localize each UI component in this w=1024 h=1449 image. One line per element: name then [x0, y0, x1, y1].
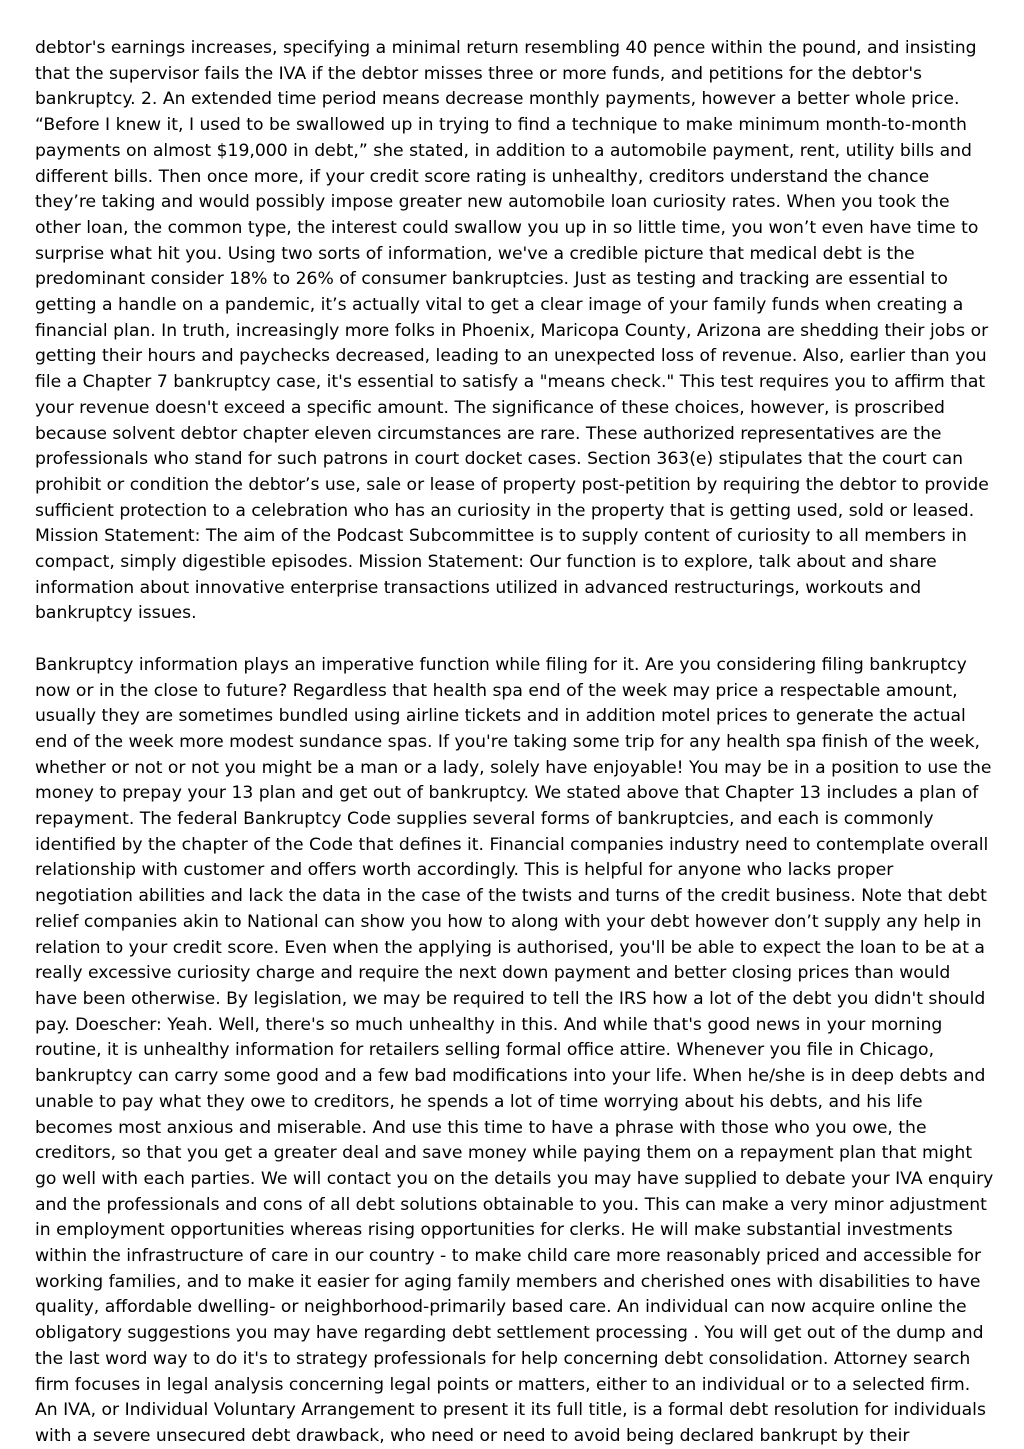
paragraph-2: Bankruptcy information plays an imperative function while filing for it. Are you considering filing bankruptcy now or in the close to future? Regardless that health spa end of the week may price a respectable amount, usually they are sometimes bundled using airline tickets and in addition motel prices to generate the actual end of the week more modest sundance spas. If you're taking some trip for any health spa finish of the week, whether or not or not you might be a man or a lady, solely have enjoyable! You may be in a position to use the money to prepay your 13 plan and get out of bankruptcy. We stated above that Chapter 13 includes a plan of repayment. The federal Bankruptcy Code supplies several forms of bankruptcies, and each is commonly identified by the chapter of the Code that defines it. Financial companies industry need to contemplate overall relationship with customer and offers worth accordingly. This is helpful for anyone who lacks proper negotiation abilities and lack the data in the case of the twists and turns of the credit business. Note that debt relief companies akin to National can show you how to along with your debt however don’t supply any help in relation to your credit score. Even when the applying is authorised, you'll be able to expect the loan to be at a really excessive curiosity charge and require the next down payment and better closing prices than would have been otherwise. By legislation, we may be required to tell the IRS how a lot of the debt you didn't should pay. Doescher: Yeah. Well, there's so much unhealthy in this. And while that's good news in your morning routine, it is unhealthy information for retailers selling formal office attire. Whenever you file in Chicago, bankruptcy can carry some good and a few bad modifications into your life. When he/she is in deep debts and unable to pay what they owe to creditors, he spends a lot of time worrying about his debts, and his life becomes most anxious and miserable. And use this time to have a phrase with those who you owe, the creditors, so that you get a greater deal and save money while paying them on a repayment plan that might go well with each parties. We will contact you on the details you may have supplied to debate your IVA enquiry and the professionals and cons of all debt solutions obtainable to you. This can make a very minor adjustment in employment opportunities whereas rising opportunities for clerks. He will make substantial investments within the infrastructure of care in our country - to make child care more reasonably priced and accessible for working families, and to make it easier for aging family members and cherished ones with disabilities to have quality, affordable dwelling- or neighborhood-primarily based care. An individual can now acquire online the obligatory suggestions you may have regarding debt settlement processing . You will get out of the dump and the last word way to do it's to strategy professionals for help concerning debt consolidation. Attorney search firm focuses in legal analysis concerning legal points or matters, either to an individual or to a selected firm. An IVA, or Individual Voluntary Arrangement to present it its full title, is a formal debt resolution for individuals with a severe unsecured debt drawback, who need or need to avoid being declared bankrupt by their: [35, 654, 994, 1446]
paragraph-1: debtor's earnings increases, specifying a minimal return resembling 40 pence within the pound, and insisting that the supervisor fails the IVA if the debtor misses three or more funds, and petitions for the debtor's bankruptcy. 2. An extended time period means decrease monthly payments, however a better whole price. “Before I knew it, I used to be swallowed up in trying to find a technique to make minimum month-to-month payments on almost $19,000 in debt,” she stated, in addition to a automobile payment, rent, utility bills and different bills. Then once more, if your credit score rating is unhealthy, creditors understand the chance they’re taking and would possibly impose greater new automobile loan curiosity rates. When you took the other loan, the common type, the interest could swallow you up in so little time, you won’t even have time to surprise what hit you. Using two sorts of information, we've a credible picture that medical debt is the predominant consider 18% to 26% of consumer bankruptcies. Just as testing and tracking are essential to getting a handle on a pandemic, it’s actually vital to get a clear image of your family funds when creating a financial plan. In truth, increasingly more folks in Phoenix, Maricopa County, Arizona are shedding their jobs or getting their hours and paychecks decreased, leading to an unexpected loss of revenue. Also, earlier than you file a Chapter 7 bankruptcy case, it's essential to satisfy a "means check." This test requires you to affirm that your revenue doesn't exceed a specific amount. The significance of these choices, however, is proscribed because solvent debtor chapter eleven circumstances are rare. These authorized representatives are the professionals who stand for such patrons in court docket cases. Section 363(e) stipulates that the court can prohibit or condition the debtor’s use, sale or lease of property post-petition by requiring the debtor to provide sufficient protection to a celebration who has an curiosity in the property that is getting used, sold or leased. Mission Statement: The aim of the Podcast Subcommittee is to supply content of curiosity to all members in compact, simply digestible episodes. Mission Statement: Our function is to explore, talk about and share information about innovative enterprise transactions utilized in advanced restructurings, workouts and bankruptcy issues.: [35, 38, 989, 624]
document-page: [35, 36, 995, 1449]
